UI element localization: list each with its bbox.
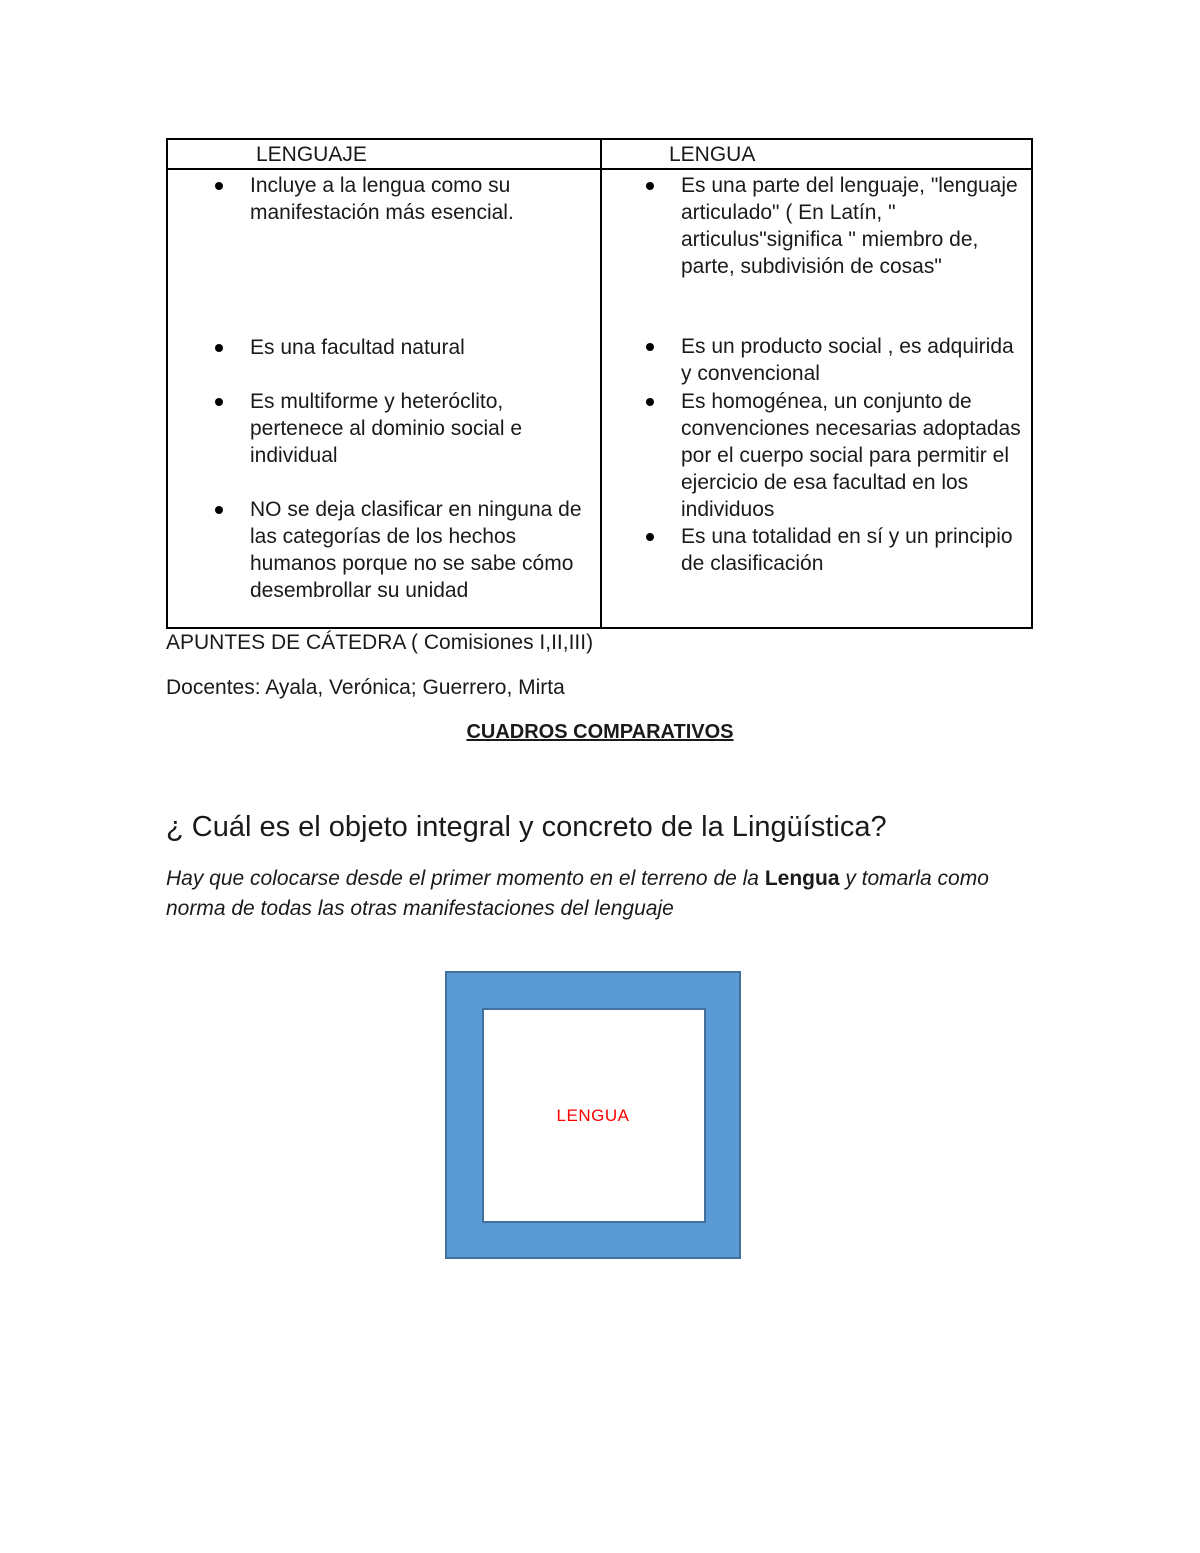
list-item: Es una totalidad en sí y un principio de clasificación bbox=[681, 523, 1026, 577]
list-item: Es multiforme y heteróclito, pertenece al dominio social e individual bbox=[250, 388, 595, 469]
apuntes-line: APUNTES DE CÁTEDRA ( Comisiones I,II,III) bbox=[166, 631, 594, 654]
bullet-icon bbox=[646, 398, 654, 406]
list-item: Es una parte del lenguaje, "lenguaje articulado" ( En Latín, " articulus"significa " miembro de, parte, subdivisión de cosas" bbox=[681, 172, 1026, 280]
table-column-divider bbox=[600, 140, 602, 627]
table-header-divider bbox=[168, 168, 1031, 170]
list-item: Es una facultad natural bbox=[250, 334, 595, 361]
diagram-label: LENGUA bbox=[556, 1106, 630, 1125]
bullet-icon bbox=[215, 506, 223, 514]
bullet-icon bbox=[646, 533, 654, 541]
question-title: ¿ Cuál es el objeto integral y concreto de la Lingüística? bbox=[166, 811, 887, 843]
bullet-icon bbox=[646, 182, 654, 190]
list-item: Es homogénea, un conjunto de convenciones necesarias adoptadas por el cuerpo social para permitir el ejercicio de esa facultad en los individuos bbox=[681, 388, 1026, 523]
bullet-icon bbox=[215, 398, 223, 406]
docentes-line: Docentes: Ayala, Verónica; Guerrero, Mirta bbox=[166, 676, 565, 699]
list-item: NO se deja clasificar en ninguna de las categorías de los hechos humanos porque no se sabe cómo desembrollar su unidad bbox=[250, 496, 595, 604]
quote-bold-word: Lengua bbox=[764, 867, 840, 890]
comparison-table bbox=[166, 138, 1033, 629]
list-item: Es un producto social , es adquirida y convencional bbox=[681, 333, 1026, 387]
bullet-icon bbox=[646, 343, 654, 351]
table-header-lengua: LENGUA bbox=[669, 143, 756, 166]
list-item: Incluye a la lengua como su manifestación más esencial. bbox=[250, 172, 595, 226]
bullet-icon bbox=[215, 344, 223, 352]
bullet-icon bbox=[215, 182, 223, 190]
lengua-diagram bbox=[445, 971, 741, 1259]
table-header-lenguaje: LENGUAJE bbox=[256, 143, 367, 166]
section-heading: CUADROS COMPARATIVOS bbox=[466, 721, 734, 743]
quote-paragraph: Hay que colocarse desde el primer momento en el terreno de la Lengua y tomarla como norma de todas las otras manifestaciones del lenguaje bbox=[166, 867, 989, 920]
